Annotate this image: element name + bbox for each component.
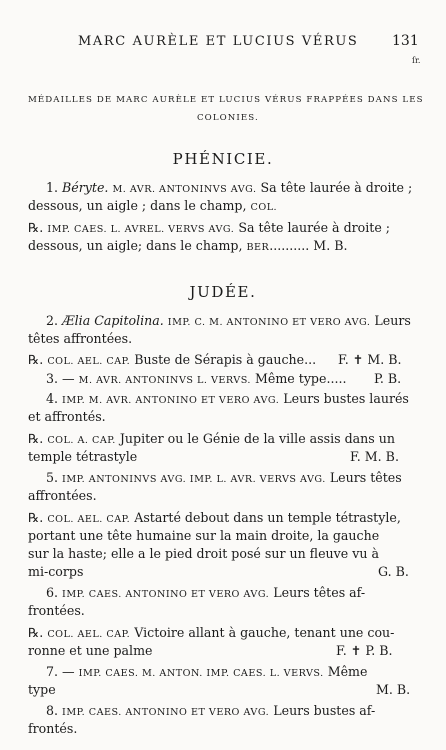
entry-8-line-2: frontés. — [28, 721, 78, 736]
entry-6-reverse-line-2: ronne et une palme — [28, 643, 153, 658]
ditto-dash: — — [62, 371, 75, 386]
city-name: Ælia Capitolina. — [62, 313, 164, 328]
entry-3 — [46, 371, 346, 386]
description: Victoire allant à gauche, tenant une cou- — [134, 625, 395, 640]
entry-number: 3. — [46, 371, 59, 386]
description: Leurs bustes laurés — [283, 391, 409, 406]
reverse-mark: ℞. — [28, 625, 44, 640]
entry-6-line-1 — [46, 585, 365, 600]
entry-5-reverse-line-4: mi-corps — [28, 564, 84, 579]
coin-legend: COL. AEL. CAP. — [47, 514, 131, 525]
description: dessous, un aigle; dans le champ, — [28, 238, 243, 253]
coin-legend: IMP. CAES. M. ANTON. IMP. CAES. L. VERVS. — [78, 668, 324, 679]
entry-5-line-2: affrontées. — [28, 488, 97, 503]
description: dessous, un aigle ; dans le champ, — [28, 198, 247, 213]
coin-legend: M. AVR. ANTONINVS L. VERVS. — [78, 375, 251, 386]
section-heading-phenicie: PHÉNICIE. — [172, 150, 274, 168]
entry-number: 2. — [46, 313, 59, 328]
entry-5-reverse-line-2: portant une tête humaine sur la main droite, la gauche — [28, 528, 380, 543]
module: .......... M. B. — [269, 238, 348, 253]
entry-1-reverse-line-2 — [28, 238, 347, 253]
coin-legend: IMP. CAES. L. AVREL. VERVS AVG. — [47, 224, 235, 235]
entry-2-reverse — [28, 352, 316, 367]
entry-4-reverse-line-2: temple tétrastyle — [28, 449, 138, 464]
coin-legend: COL. AEL. CAP. — [47, 629, 131, 640]
reverse-mark: ℞. — [28, 352, 44, 367]
coin-legend: IMP. ANTONINVS AVG. IMP. L. AVR. VERVS AVG. — [62, 474, 326, 485]
coin-legend: IMP. CAES. ANTONINO ET VERO AVG. — [62, 707, 270, 718]
coin-legend: BER — [246, 242, 270, 253]
intro-line-1: MÉDAILLES DE MARC AURÈLE ET LUCIUS VÉRUS FRAPPÉES DANS LES — [28, 95, 424, 105]
coin-legend: IMP. CAES. ANTONINO ET VERO AVG. — [62, 589, 270, 600]
entry-7-line-2: type — [28, 682, 56, 697]
description: Astarté debout dans un temple tétrastyle, — [134, 510, 401, 525]
entry-5-reverse-line-1 — [28, 510, 401, 525]
page-number: 131 — [392, 33, 419, 49]
description: Buste de Sérapis à gauche... — [134, 352, 317, 367]
module: G. B. — [378, 564, 409, 579]
entry-2-line-1 — [46, 313, 411, 328]
entry-4-line-2: et affrontés. — [28, 409, 106, 424]
running-title: MARC AURÈLE ET LUCIUS VÉRUS — [78, 34, 359, 49]
description: Jupiter ou le Génie de la ville assis dans un — [119, 431, 395, 446]
description: Leurs — [374, 313, 411, 328]
coin-legend: IMP. M. AVR. ANTONINO ET VERO AVG. — [62, 395, 280, 406]
entry-number: 5. — [46, 470, 59, 485]
description: Même — [327, 664, 368, 679]
ditto-dash: — — [62, 664, 75, 679]
entry-number: 1. — [46, 180, 59, 195]
intro-line-2: COLONIES. — [197, 113, 259, 123]
description: Leurs têtes af- — [273, 585, 366, 600]
reverse-mark: ℞. — [28, 431, 44, 446]
coin-legend: M. AVR. ANTONINVS AVG. — [112, 184, 257, 195]
printer-mark: ſr. — [412, 56, 421, 65]
module: F. M. B. — [350, 449, 399, 464]
entry-number: 7. — [46, 664, 59, 679]
reverse-mark: ℞. — [28, 510, 44, 525]
description: Sa tête laurée à droite ; — [238, 220, 391, 235]
description: Même type..... — [255, 371, 347, 386]
description: Leurs bustes af- — [273, 703, 376, 718]
entry-number: 6. — [46, 585, 59, 600]
coin-legend: IMP. C. M. ANTONINO ET VERO AVG. — [167, 317, 371, 328]
module: F. ✝ M. B. — [338, 352, 402, 367]
entry-6-reverse-line-1 — [28, 625, 394, 640]
entry-6-line-2: frontées. — [28, 603, 85, 618]
entry-1-line-1 — [46, 180, 412, 195]
section-heading-judee: JUDÉE. — [189, 283, 257, 301]
coin-legend: COL. AEL. CAP. — [47, 356, 131, 367]
entry-1-reverse-line-1 — [28, 220, 390, 235]
description: Leurs têtes — [329, 470, 402, 485]
entry-1-line-2 — [28, 198, 277, 213]
entry-8-line-1 — [46, 703, 375, 718]
entry-4-reverse-line-1 — [28, 431, 395, 446]
entry-5-reverse-line-3: sur la haste; elle a le pied droit posé sur un fleuve vu à — [28, 546, 379, 561]
entry-number: 4. — [46, 391, 59, 406]
module: F. ✝ P. B. — [336, 643, 393, 658]
entry-4-line-1 — [46, 391, 409, 406]
entry-number: 8. — [46, 703, 59, 718]
city-name: Béryte. — [62, 180, 109, 195]
coin-legend: COL. — [250, 202, 278, 213]
description: Sa tête laurée à droite ; — [260, 180, 413, 195]
module: P. B. — [374, 371, 402, 386]
reverse-mark: ℞. — [28, 220, 44, 235]
entry-2-line-2: têtes affrontées. — [28, 331, 133, 346]
entry-7-line-1 — [46, 664, 367, 679]
module: M. B. — [376, 682, 411, 697]
entry-5-line-1 — [46, 470, 402, 485]
coin-legend: COL. A. CAP. — [47, 435, 116, 446]
